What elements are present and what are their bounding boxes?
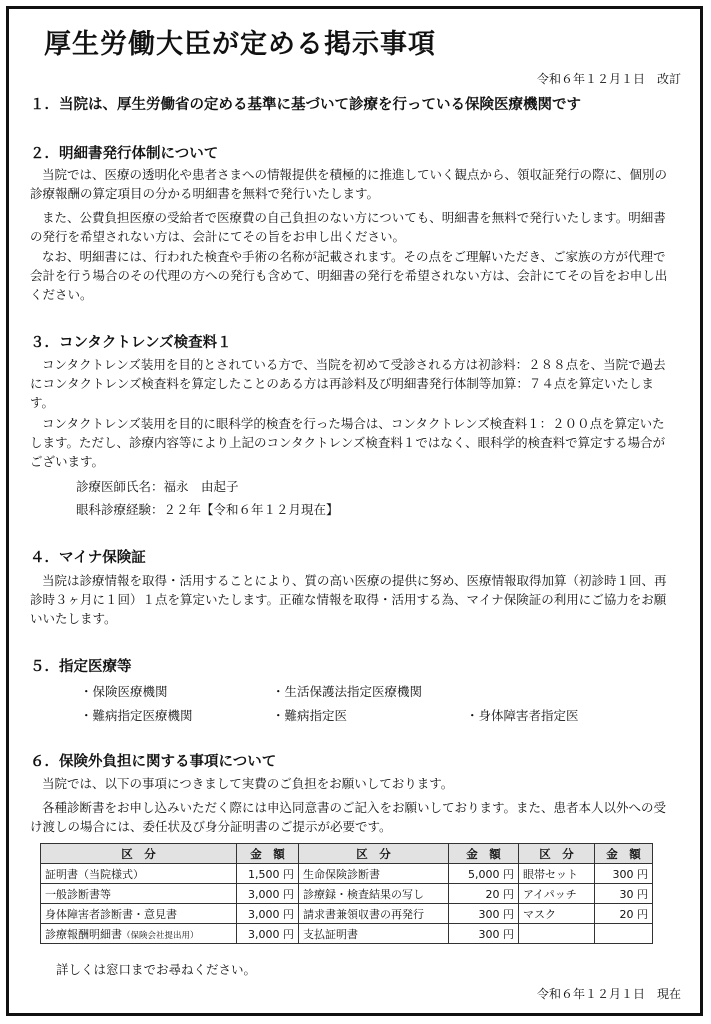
section-4-heading: ４．マイナ保険証	[30, 550, 146, 566]
fee-item: 身体障害者診断書・意見書	[41, 904, 237, 924]
fee-item: 診療録・検査結果の写し	[299, 884, 449, 904]
inquiry-note: 詳しくは窓口までお尋ねください。	[56, 962, 257, 977]
table-row	[41, 904, 653, 924]
designation-item: ・身体障害者指定医	[466, 708, 579, 723]
column-header-item: 区 分	[41, 844, 237, 864]
section-3-heading: ３．コンタクトレンズ検査料１	[30, 335, 232, 351]
fee-item: 請求書兼領収書の再発行	[299, 904, 449, 924]
section-3-paragraph-2: コンタクトレンズ装用を目的に眼科学的検査を行った場合は、コンタクトレンズ検査料１：２００点を算定いたします。ただし、診療内容等により上記のコンタクトレンズ検査料１ではなく、眼科学的検査料で算定する場合がございます。	[30, 416, 666, 469]
column-header-item: 区 分	[519, 844, 595, 864]
revised-date: 令和６年１２月１日 改訂	[536, 72, 681, 86]
fee-item-note: （保険会社提出用）	[122, 930, 199, 941]
page-title: 厚生労働大臣が定める掲示事項	[44, 29, 436, 60]
section-2-paragraph-1: 当院では、医療の透明化や患者さまへの情報提供を積極的に推進していく観点から、領収証発行の際に、個別の診療報酬の算定項目の分かる明細書を無料で発行いたします。	[30, 167, 668, 201]
column-header-item: 区 分	[299, 844, 449, 864]
table-row	[41, 884, 653, 904]
fee-amount: 300 円	[449, 904, 519, 924]
fee-amount: 3,000 円	[237, 924, 299, 944]
fee-item-label: 診療報酬明細書	[45, 927, 122, 941]
fee-amount-empty	[595, 924, 653, 944]
table-row	[41, 864, 653, 884]
fee-amount: 20 円	[449, 884, 519, 904]
fee-table-header-row	[41, 844, 653, 864]
section-5-heading: ５．指定医療等	[30, 659, 132, 675]
fee-item: 支払証明書	[299, 924, 449, 944]
fee-item-empty	[519, 924, 595, 944]
doctor-name: 診療医師氏名：福永 由起子	[76, 479, 239, 494]
designation-item: ・難病指定医療機関	[80, 708, 193, 723]
section-2-paragraph-2: また、公費負担医療の受給者で医療費の自己負担のない方についても、明細書を無料で発行いたします。明細書の発行を希望されない方は、会計にてその旨をお申し出ください。	[30, 210, 666, 244]
current-date: 令和６年１２月１日 現在	[536, 987, 681, 1001]
section-6-paragraph-2: 各種診断書をお申し込みいただく際には申込同意書のご記入をお願いしております。また、患者本人以外への受け渡しの場合には、委任状及び身分証明書のご提示が必要です。	[30, 800, 667, 834]
fee-amount: 1,500 円	[237, 864, 299, 884]
column-header-amount: 金 額	[237, 844, 299, 864]
table-row	[41, 924, 653, 944]
fee-item: 一般診断書等	[41, 884, 237, 904]
fee-amount: 30 円	[595, 884, 653, 904]
fee-item: アイパッチ	[519, 884, 595, 904]
fee-amount: 3,000 円	[237, 904, 299, 924]
section-2-paragraph-3: なお、明細書には、行われた検査や手術の名称が記載されます。その点をご理解いただき、ご家族の方が代理で会計を行う場合のその代理の方への発行も含めて、明細書の発行を希望されない方は、会計にてその旨をお申し出ください。	[30, 249, 668, 302]
section-6-paragraph-1: 当院では、以下の事項につきまして実費のご負担をお願いしております。	[42, 776, 454, 791]
section-2-heading: ２．明細書発行体制について	[30, 146, 219, 162]
section-1-heading: １．当院は、厚生労働省の定める基準に基づいて診療を行っている保険医療機関です	[30, 97, 581, 113]
designation-item: ・保険医療機関	[80, 684, 168, 699]
column-header-amount: 金 額	[595, 844, 653, 864]
fee-item: マスク	[519, 904, 595, 924]
section-3-paragraph-1: コンタクトレンズ装用を目的とされている方で、当院を初めて受診される方は初診料：２８８点を、当院で過去にコンタクトレンズ検査料を算定したことのある方は再診料及び明細書発行体制等加算：７４点を算定いたします。	[30, 357, 666, 410]
fee-item: 証明書（当院様式）	[41, 864, 237, 884]
designation-item: ・難病指定医	[272, 708, 348, 723]
section-6-heading: ６．保険外負担に関する事項について	[30, 754, 277, 770]
fee-amount: 300 円	[449, 924, 519, 944]
fee-item: 眼帯セット	[519, 864, 595, 884]
column-header-amount: 金 額	[449, 844, 519, 864]
fee-item: 生命保険診断書	[299, 864, 449, 884]
designation-item: ・生活保護法指定医療機関	[272, 684, 423, 699]
fee-table	[40, 843, 653, 944]
fee-amount: 20 円	[595, 904, 653, 924]
doctor-experience: 眼科診療経験：２２年【令和６年１２月現在】	[76, 502, 339, 517]
fee-amount: 5,000 円	[449, 864, 519, 884]
fee-item	[41, 924, 237, 944]
section-4-paragraph: 当院は診療情報を取得・活用することにより、質の高い医療の提供に努め、医療情報取得加算（初診時１回、再診時３ヶ月に１回）１点を算定いたします。正確な情報を取得・活用する為、マイナ保険証の利用にご協力をお願いいたします。	[30, 573, 667, 626]
fee-amount: 300 円	[595, 864, 653, 884]
fee-amount: 3,000 円	[237, 884, 299, 904]
